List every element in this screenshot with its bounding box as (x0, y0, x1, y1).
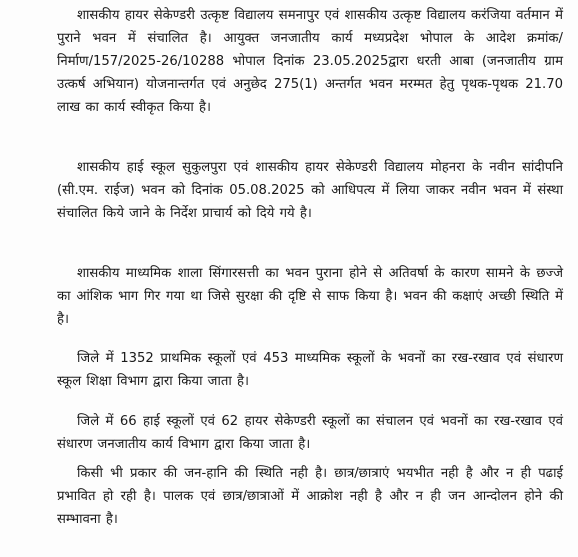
paragraph-no-casualty: किसी भी प्रकार की जन-हानि की स्थिति नही है। छात्र/छात्राएं भयभीत नही है और न ही पढाई प्रभावित हो रही है। पालक एवं छात्र/छात्राओं में आक्रोश नही है और न ही जन आन्दोलन होने की सम्भावना है। (57, 466, 563, 527)
paragraph-primary-middle-schools: जिले में 1352 प्राथमिक स्कूलों एवं 453 माध्यमिक स्कूलों के भवनों का रख-रखाव एवं संधारण स्कूल शिक्षा विभाग द्वारा किया जाता है। (57, 351, 563, 389)
paragraph-high-schools: जिले में 66 हाई स्कूलों एवं 62 हायर सेकेण्डरी स्कूलों का संचालन एवं भवनों का रख-रखाव एवं संधारण जनजातीय कार्य विभाग द्वारा किया जाता है। (57, 414, 563, 452)
paragraph-new-sandipani-building: शासकीय हाई स्कूल सुकुलपुरा एवं शासकीय हायर सेकेण्डरी विद्यालय मोहनरा के नवीन सांदीपनि (सी.एम. राईज) भवन को दिनांक 05.08.2025 को आधिपत्य में लिया जाकर नवीन भवन में संस्था संचालित किये जाने के निर्देश प्राचार्य को दिये गये है। (57, 160, 563, 221)
paragraph-singarsatti-school: शासकीय माध्यमिक शाला सिंगारसत्ती का भवन पुराना होने से अतिवर्षा के कारण सामने के छज्जे का आंशिक भाग गिर गया था जिसे सुरक्षा की दृष्टि से साफ किया है। भवन की कक्षाएं अच्छी स्थिति में है। (57, 266, 563, 327)
paragraph-school-building-repair: शासकीय हायर सेकेण्डरी उत्कृष्ट विद्यालय समनापुर एवं शासकीय उत्कृष्ट विद्यालय करंजिया वर्तमान में पुराने भवन में संचालित है। आयुक्त जनजातीय कार्य मध्यप्रदेश भोपाल के आदेश क्रमांक/निर्माण/157/2025-26/10288 भोपाल दिनांक 23.05.2025द्वारा धरती आबा (जनजातीय ग्राम उत्कर्ष अभियान) योजनान्तर्गत एवं अनुछेद 275(1) अन्तर्गत भवन मरम्मत हेतु पृथक-पृथक 21.70 लाख का कार्य स्वीकृत किया है। (57, 8, 563, 115)
